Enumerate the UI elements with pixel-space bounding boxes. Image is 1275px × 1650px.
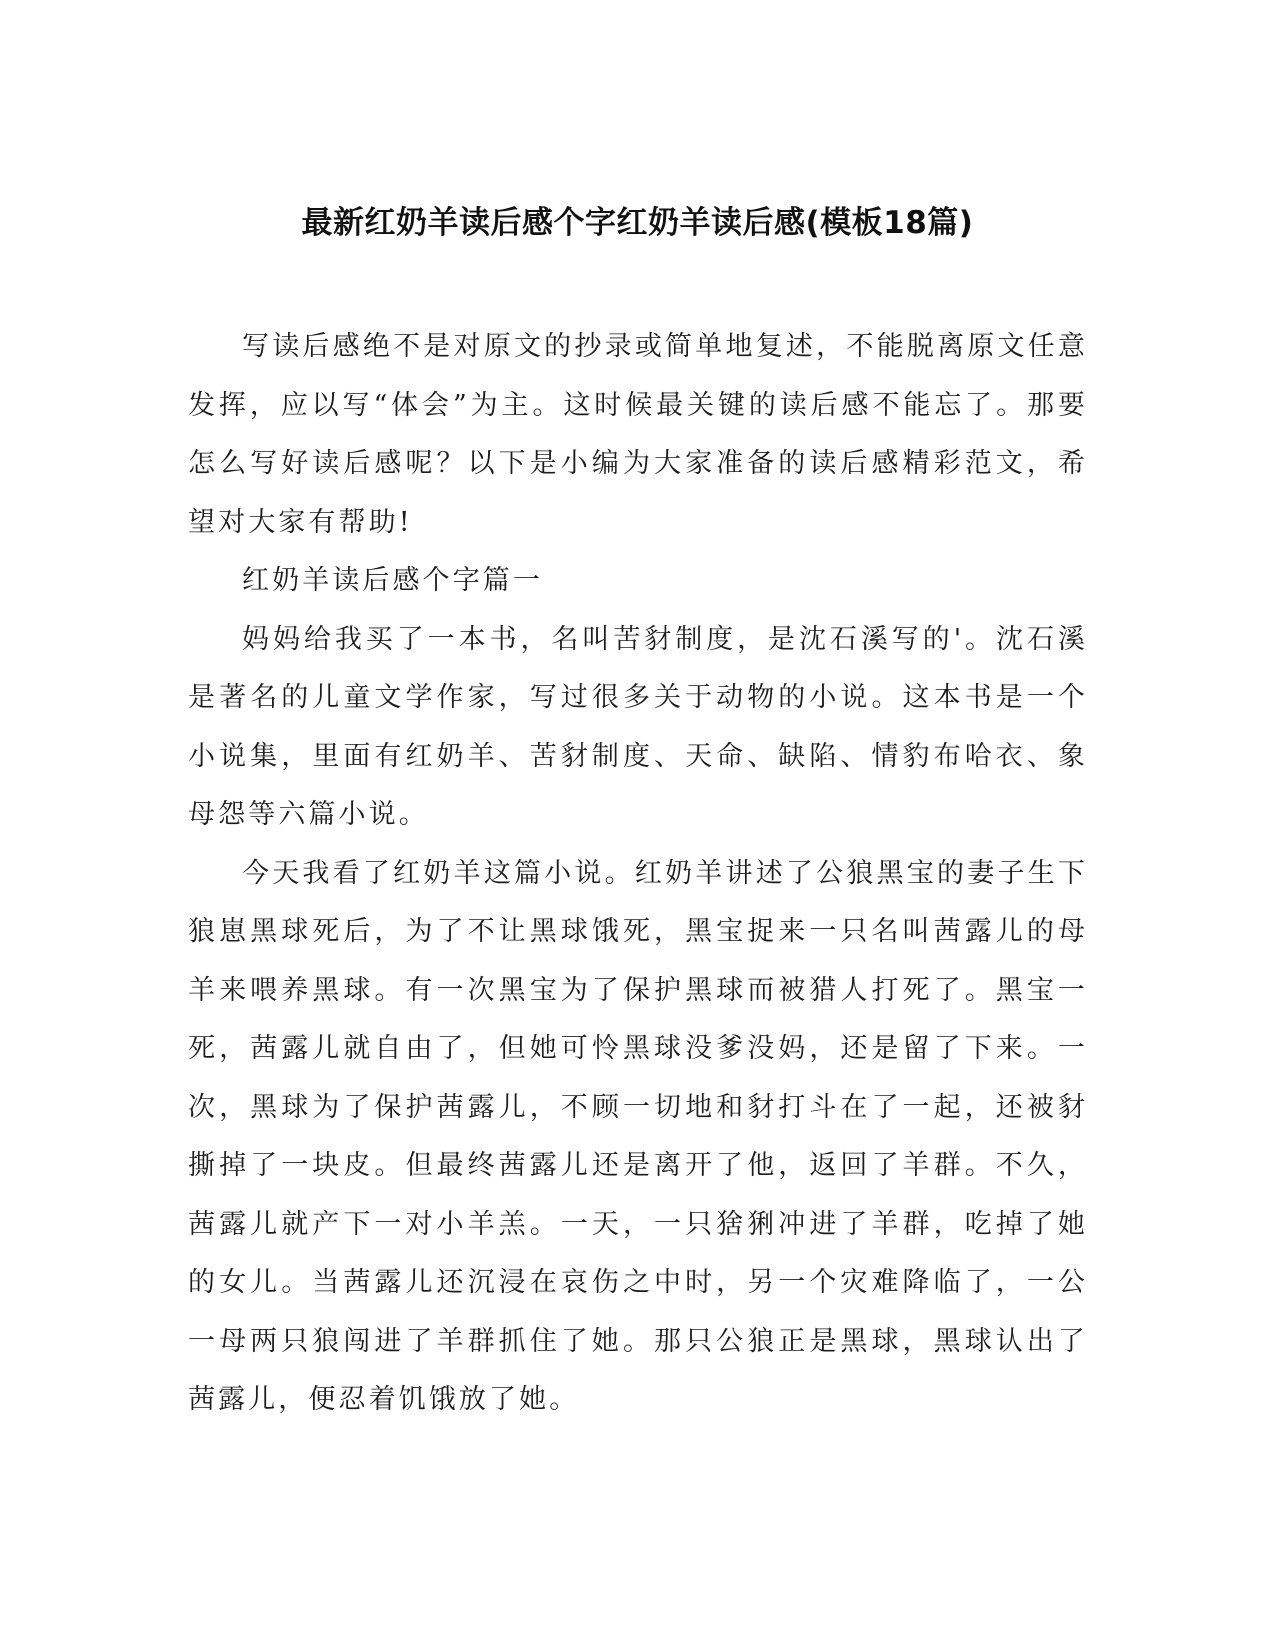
body-paragraph: 妈妈给我买了一本书，名叫苦豺制度，是沈石溪写的'。沈石溪是著名的儿童文学作家，写过很多关于动物的小说。这本书是一个小说集，里面有红奶羊、苦豺制度、天命、缺陷、情豹布哈衣、象母怨等六篇小说。 — [188, 623, 1088, 830]
body-paragraph: 今天我看了红奶羊这篇小说。红奶羊讲述了公狼黑宝的妻子生下狼崽黑球死后，为了不让黑球饿死，黑宝捉来一只名叫茜露儿的母羊来喂养黑球。有一次黑宝为了保护黑球而被猎人打死了。黑宝一死，茜露儿就自由了，但她可怜黑球没爹没妈，还是留了下来。一次，黑球为了保护茜露儿，不顾一切地和豺打斗在了一起，还被豺撕掉了一块皮。但最终茜露儿还是离开了他，返回了羊群。不久，茜露儿就产下一对小羊羔。一天，一只猞猁冲进了羊群，吃掉了她的女儿。当茜露儿还沉浸在哀伤之中时，另一个灾难降临了，一公一母两只狼闯进了羊群抓住了她。那只公狼正是黑球，黑球认出了茜露儿，便忍着饥饿放了她。 — [188, 857, 1088, 1415]
intro-paragraph: 写读后感绝不是对原文的抄录或简单地复述，不能脱离原文任意发挥，应以写“体会”为主。这时候最关键的读后感不能忘了。那要怎么写好读后感呢？以下是小编为大家准备的读后感精彩范文，希望对大家有帮助! — [188, 331, 1088, 538]
document-body — [188, 318, 1088, 1430]
document-title: 最新红奶羊读后感个字红奶羊读后感(模板18篇) — [301, 204, 974, 241]
section-heading: 红奶羊读后感个字篇一 — [242, 565, 543, 596]
